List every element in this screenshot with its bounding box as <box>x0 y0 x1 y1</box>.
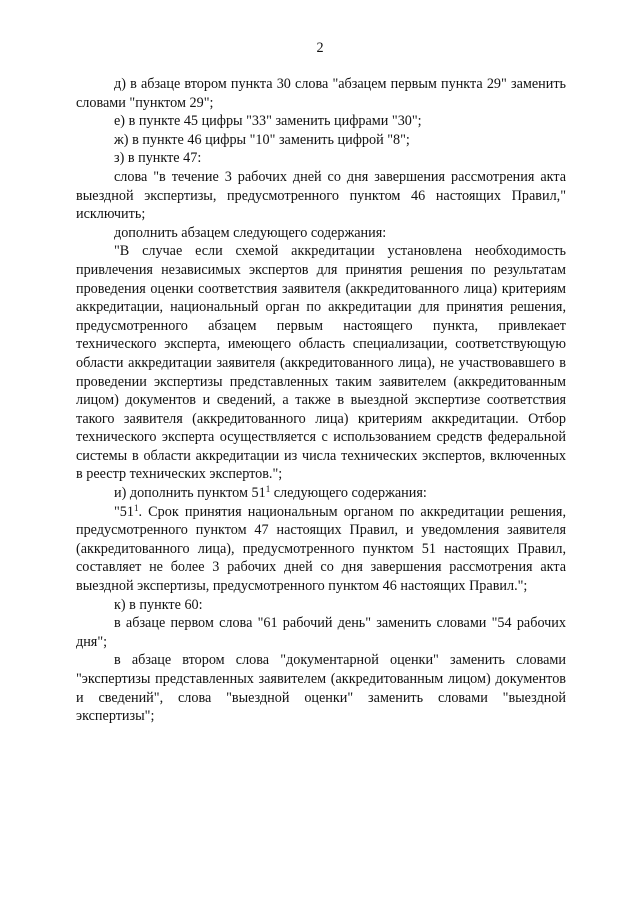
paragraph-e: е) в пункте 45 цифры "33" заменить цифрами "30"; <box>114 113 422 130</box>
page-number: 2 <box>316 40 324 56</box>
paragraph-i-post: следующего содержания: <box>270 485 427 502</box>
paragraph-k: к) в пункте 60: <box>114 596 203 613</box>
paragraph-i-quote-post: . Срок принятия национальным органом по аккредитации решения, предусмотренного пунктом 47 настоящих Правил, и уведомления заявителя (аккредитованного лица), предусмотренного пунктом 51 настоящих Правил, составляет не более 3 рабочих дней со дня завершения рассмотрения акта выездной экспертизы, предусмотренного пунктом 46 настоящих Правил."; <box>76 503 566 595</box>
paragraph-z-words: слова "в течение 3 рабочих дней со дня завершения рассмотрения акта выездной экспертизы, предусмотренного пунктом 46 настоящих Правил," исключить; <box>76 168 566 223</box>
paragraph-k-second: в абзаце втором слова "документарной оценки" заменить словами "экспертизы представленных заявителем (аккредитованным лицом) документов и сведений", слова "выездной оценки" заменить словами "выездной экспертизы"; <box>76 652 566 725</box>
paragraph-i-quote <box>76 503 566 596</box>
paragraph-zh: ж) в пункте 46 цифры "10" заменить цифрой "8"; <box>114 131 410 148</box>
paragraph-z: з) в пункте 47: <box>114 150 202 167</box>
paragraph-i-pre: и) дополнить пунктом 51 <box>114 485 266 502</box>
paragraph-i-sup: 1 <box>265 484 271 495</box>
paragraph-i-quote-pre: "51 <box>114 503 134 520</box>
paragraph-i-quote-sup: 1 <box>133 502 139 513</box>
paragraph-k-first: в абзаце первом слова "61 рабочий день" заменить словами "54 рабочих дня"; <box>76 615 566 650</box>
paragraph-z-quote: "В случае если схемой аккредитации установлена необходимость привлечения независимых экспертов для принятия решения по результатам проведения оценки соответствия заявителя (аккредитованного лица) критериям аккредитации, национальный орган по аккредитации для принятия решения, предусмотренного абзацем первым настоящего пункта, привлекает технического эксперта, имеющего область специализации, соответствующую области аккредитации заявителя (аккредитованного лица), не участвовавшего в проведении экспертизы представленных таким заявителем (аккредитованным лицом) документов и сведений, а также в выездной экспертизе соответствия такого заявителя (аккредитованного лица) критериям аккредитации. Отбор технического эксперта осуществляется с использованием средств федеральной системы в области аккредитации из числа технических экспертов, включенных в реестр технических экспертов."; <box>76 243 566 483</box>
paragraph-i <box>76 484 566 503</box>
document-body <box>76 75 566 726</box>
paragraph-d: д) в абзаце втором пункта 30 слова "абзацем первым пункта 29" заменить словами "пунктом 29"; <box>76 76 566 111</box>
paragraph-z-add: дополнить абзацем следующего содержания: <box>114 224 387 241</box>
